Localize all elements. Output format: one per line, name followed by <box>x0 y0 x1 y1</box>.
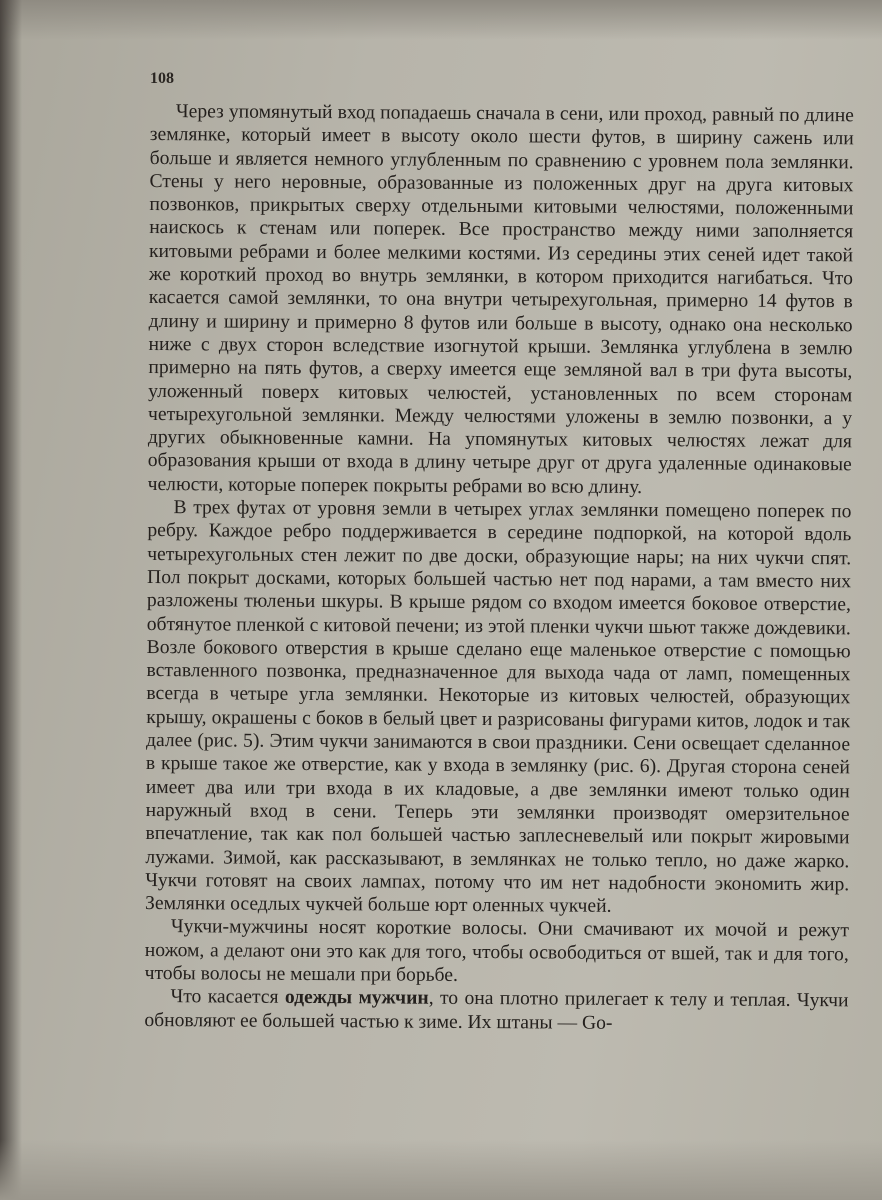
paragraph-1: Через упомянутый вход попадаешь сначала в сени, или проход, равный по длине землянке, который имеет в высоту около шести футов, в ширину сажень или больше и является немного углубленным по сравнению с уровнем пола землянки. Стены у него неровные, образованные из положенных друг на друга китовых позвонков, прикрытых сверху отдельными китовыми челюстями, положенными наискось к стенам или поперек. Все пространство между ними заполняется китовыми ребрами и более мелкими костями. Из середины этих сеней идет такой же короткий проход во внутрь землянки, в котором приходится нагибаться. Что касается самой землянки, то она внутри четырехугольная, примерно 14 футов в длину и ширину и примерно 8 футов или больше в высоту, однако она несколько ниже с двух сторон вследствие изогнутой крыши. Землянка углублена в землю примерно на пять футов, а сверху имеется еще земляной вал в три фута высоты, уложенный поверх китовых челюстей, установленных по всем сторонам четырехугольной землянки. Между челюстями уложены в землю позвонки, а у других обыкновенные камни. На упомянутых китовых челюстях лежат для образования крыши от входа в длину четыре друг от друга удаленные одинаковые челюсти, которые поперек покрыты ребрами во всю длину. <box>147 101 854 498</box>
page-shadow-left <box>0 0 22 1200</box>
page-shadow-bottom <box>0 1140 882 1200</box>
bold-term-mens-clothing: одежды мужчин <box>284 987 429 1010</box>
paragraph-4 <box>144 985 848 1036</box>
paragraph-4-rest: , то она плотно прилегает к телу и теплая. Чукчи обновляют ее большей частью к зиме. Их штаны — Go- <box>144 988 849 1034</box>
paragraph-4-lead: Что касается <box>170 986 285 1009</box>
body-text <box>144 100 854 1036</box>
page-number: 108 <box>150 70 174 87</box>
paragraph-3: Чукчи-мужчины носят короткие волосы. Они смачивают их мочой и режут ножом, а делают они это как для того, чтобы освободиться от вшей, так и для того, чтобы волосы не мешали при борьбе. <box>144 916 849 986</box>
page-shadow-top <box>0 0 882 40</box>
paragraph-2: В трех футах от уровня земли в четырех углах землянки помещено поперек по ребру. Каждое ребро поддерживается в середине подпоркой, на которой вдоль четырехугольных стен лежит по две доски, образующие нары; на них чукчи спят. Пол покрыт досками, которых большей частью нет под нарами, а там вместо них разложены тюленьи шкуры. В крыше рядом со входом имеется боковое отверстие, обтянутое пленкой с китовой печени; из этой пленки чукчи шьют также дождевики. Возле бокового отверстия в крыше сделано еще маленькое отверстие с помощью вставленного позвонка, предназначенное для выхода чада от ламп, помещенных всегда в четыре угла землянки. Некоторые из китовых челюстей, образующих крышу, окрашены с боков в белый цвет и разрисованы фигурами китов, лодок и так далее (рис. 5). Этим чукчи занимаются в свои праздники. Сени освещает сделанное в крыше такое же отверстие, как у входа в землянку (рис. 6). Другая сторона сеней имеет два или три входа в их кладовые, а две землянки имеют только один наружный вход в сени. Теперь эти землянки производят омерзительное впечатление, так как пол большей частью заплесневелый или покрыт жировыми лужами. Зимой, как рассказывают, в землянках не только тепло, но даже жарко. Чукчи готовят на своих лампах, потому что им нет надобности экономить жир. Землянки оседлых чукчей больше юрт оленных чукчей. <box>145 497 852 917</box>
